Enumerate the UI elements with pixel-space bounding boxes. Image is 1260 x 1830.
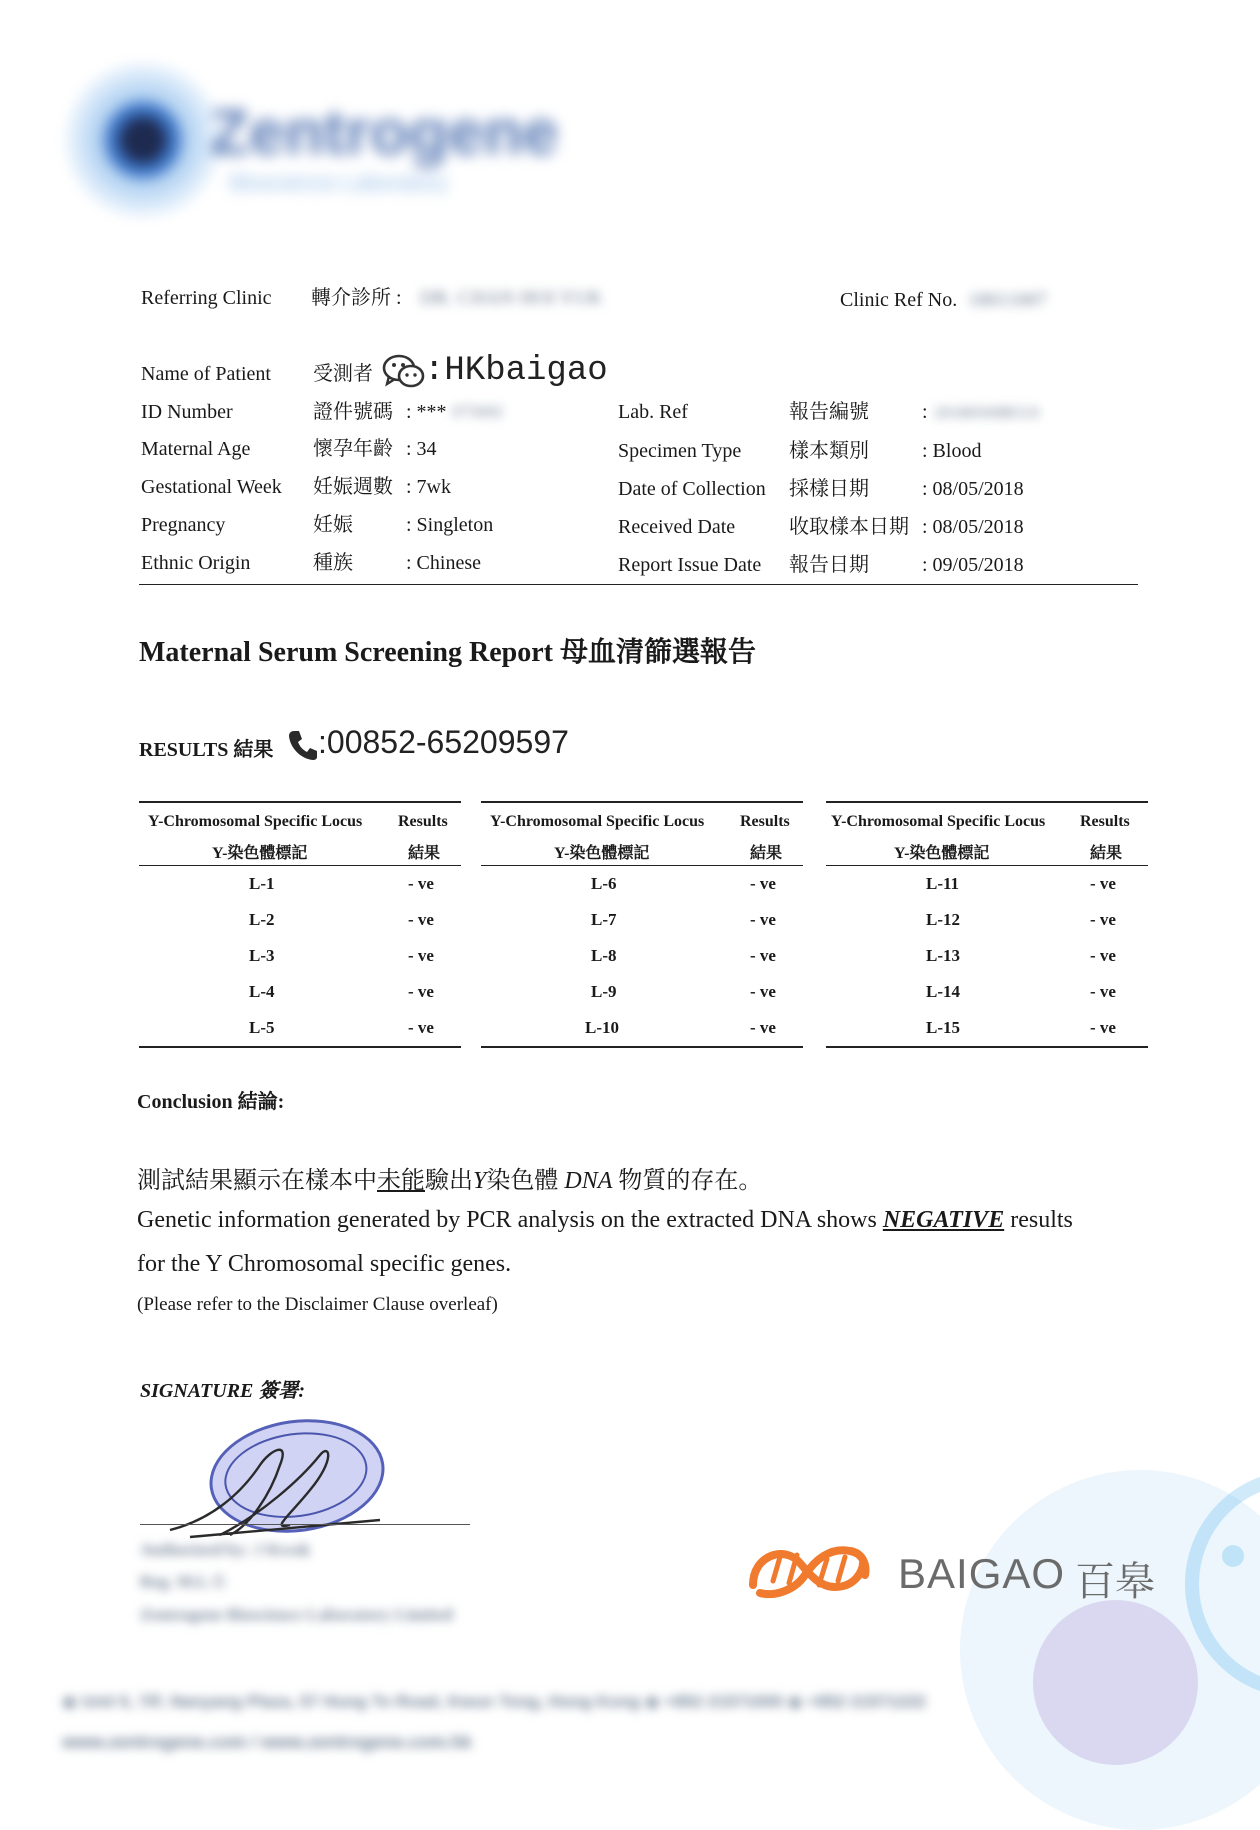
conclusion-en-line1 xyxy=(137,1207,1073,1234)
table-row xyxy=(139,974,461,1010)
results-phone: :00852-65209597 xyxy=(318,724,569,760)
col-result-header-zh: 結果 xyxy=(750,845,783,862)
result-cell: - ve xyxy=(1090,1018,1116,1037)
result-cell: - ve xyxy=(750,982,776,1001)
logo-text: Zentrogene xyxy=(210,96,559,168)
locus-cell: L-3 xyxy=(249,946,275,965)
gestational-week-value: : 7wk xyxy=(406,476,451,498)
gestational-week-label: Gestational Week xyxy=(141,476,282,498)
result-cell: - ve xyxy=(750,946,776,965)
col-locus-header: Y-Chromosomal Specific Locus xyxy=(148,813,363,830)
result-cell: - ve xyxy=(750,1018,776,1037)
specimen-type-label: Specimen Type xyxy=(618,440,742,462)
result-cell: - ve xyxy=(750,910,776,929)
company-name: Zentrogene Bioscience Laboratory Limited xyxy=(140,1605,453,1624)
location-icon: ◉ xyxy=(62,1692,77,1711)
col-result-header-zh: 結果 xyxy=(1090,845,1123,862)
brand-name: BAIGAO xyxy=(898,1550,1066,1597)
table-row xyxy=(139,1010,461,1046)
footer-fax: +852 21571222 xyxy=(807,1692,927,1711)
table-row xyxy=(481,974,803,1010)
conclusion-label: Conclusion 結論: xyxy=(137,1091,285,1113)
locus-cell: L-7 xyxy=(591,910,617,929)
clinic-ref-label: Clinic Ref No. xyxy=(840,289,958,311)
conclusion-zh-part3: 染色體 xyxy=(486,1168,559,1194)
received-date-label: Received Date xyxy=(618,516,736,538)
lab-ref-label-zh: 報告編號 xyxy=(789,401,869,423)
maternal-age-label: Maternal Age xyxy=(141,438,251,460)
result-cell: - ve xyxy=(750,874,776,893)
conclusion-zh-underline: 未能 xyxy=(377,1168,425,1194)
pregnancy-label: Pregnancy xyxy=(141,514,226,536)
col-locus-header-zh: Y-染色體標記 xyxy=(894,845,990,862)
locus-cell: L-14 xyxy=(926,982,960,1001)
gestational-week-label-zh: 妊娠週數 xyxy=(313,476,393,498)
footer-tel: +852 21571000 xyxy=(664,1692,784,1711)
conclusion-zh-dna: DNA xyxy=(564,1168,613,1194)
id-number-label: ID Number xyxy=(141,401,233,423)
results-table-2 xyxy=(481,801,803,1048)
col-locus-header: Y-Chromosomal Specific Locus xyxy=(490,813,705,830)
result-cell: - ve xyxy=(408,946,434,965)
table-row xyxy=(481,938,803,974)
result-cell: - ve xyxy=(1090,874,1116,893)
header-divider xyxy=(139,584,1138,585)
clinic-ref-value: 18011007 xyxy=(968,289,1048,311)
footer-address-text: Unit 5, 7/F, Nanyang Plaza, 57 Hung To Road, Kwun Tong, Hong Kong xyxy=(81,1692,641,1711)
registration: Reg. M.L.T. xyxy=(140,1572,228,1591)
table-row xyxy=(139,866,461,902)
lab-ref-value: 20180509B519 xyxy=(934,403,1039,422)
received-date-label-zh: 收取樣本日期 xyxy=(789,516,909,538)
signature-line xyxy=(140,1524,470,1525)
patient-name-label: Name of Patient xyxy=(141,363,271,385)
specimen-type-label-zh: 樣本類別 xyxy=(789,440,869,462)
id-number-value: : *** xyxy=(406,401,447,423)
col-locus-header-zh: Y-染色體標記 xyxy=(554,845,650,862)
conclusion-en-part2: results xyxy=(1010,1207,1073,1233)
conclusion-zh-part1: 測試結果顯示在樣本中 xyxy=(137,1168,377,1194)
id-number-hidden: 075692 xyxy=(452,402,503,421)
specimen-type-value: : Blood xyxy=(922,440,982,462)
authorized-by: Authorized by: J Kwok xyxy=(140,1540,311,1559)
table-header xyxy=(139,803,461,866)
maternal-age-label-zh: 懷孕年齡 xyxy=(313,438,393,460)
ethnic-origin-label: Ethnic Origin xyxy=(141,552,251,574)
locus-cell: L-6 xyxy=(591,874,617,893)
locus-cell: L-11 xyxy=(926,874,960,893)
collection-date-label-zh: 採樣日期 xyxy=(789,478,869,500)
lab-ref-label: Lab. Ref xyxy=(618,401,688,423)
phone-icon xyxy=(286,728,320,762)
collection-date-value: : 08/05/2018 xyxy=(922,478,1024,500)
decor-circle-purple xyxy=(1033,1600,1198,1765)
issue-date-value: : 09/05/2018 xyxy=(922,554,1024,576)
table-row xyxy=(826,866,1148,902)
results-table-1 xyxy=(139,801,461,1048)
company-logo xyxy=(60,45,559,215)
results-table-3 xyxy=(826,801,1148,1048)
col-result-header-zh: 結果 xyxy=(408,845,441,862)
col-result-header: Results xyxy=(1080,813,1130,830)
baigao-logo-icon xyxy=(745,1535,875,1605)
table-row xyxy=(481,866,803,902)
conclusion-en-part1: Genetic information generated by PCR analysis on the extracted DNA shows xyxy=(137,1207,877,1233)
table-row xyxy=(139,902,461,938)
patient-name-label-zh: 受測者 xyxy=(313,363,373,385)
locus-cell: L-12 xyxy=(926,910,960,929)
table-row xyxy=(139,938,461,974)
result-cell: - ve xyxy=(1090,946,1116,965)
conclusion-negative: NEGATIVE xyxy=(882,1207,1005,1233)
result-cell: - ve xyxy=(1090,982,1116,1001)
conclusion-zh-part2: 驗出 xyxy=(425,1168,473,1194)
collection-date-label: Date of Collection xyxy=(618,478,766,500)
footer-web: www.zentrogene.com / www.zentrogene.com.hk xyxy=(62,1732,472,1752)
locus-cell: L-9 xyxy=(591,982,617,1001)
logo-subtext: Bioscience Laboratory xyxy=(230,170,448,195)
table-header xyxy=(481,803,803,866)
decor-dot xyxy=(1222,1545,1244,1567)
disclaimer-note: (Please refer to the Disclaimer Clause overleaf) xyxy=(137,1294,498,1315)
col-locus-header: Y-Chromosomal Specific Locus xyxy=(831,813,1046,830)
conclusion-zh-y: Y xyxy=(473,1168,487,1194)
id-number-label-zh: 證件號碼 xyxy=(313,401,393,423)
result-cell: - ve xyxy=(408,982,434,1001)
issue-date-label-zh: 報告日期 xyxy=(789,554,869,576)
footer-address xyxy=(62,1692,926,1712)
table-row xyxy=(826,938,1148,974)
pregnancy-label-zh: 妊娠 xyxy=(313,514,353,536)
locus-cell: L-1 xyxy=(249,874,275,893)
signature-label: SIGNATURE 簽署: xyxy=(140,1380,306,1402)
patient-name-value: :HKbaigao xyxy=(424,352,608,390)
locus-cell: L-5 xyxy=(249,1018,275,1037)
wechat-icon xyxy=(382,354,426,390)
col-result-header: Results xyxy=(740,813,790,830)
conclusion-zh-part4: 物質的存在。 xyxy=(618,1168,763,1194)
locus-cell: L-10 xyxy=(585,1018,619,1037)
referring-clinic-label: Referring Clinic xyxy=(141,287,272,309)
pregnancy-value: : Singleton xyxy=(406,514,494,536)
handwritten-signature xyxy=(150,1425,430,1545)
table-row xyxy=(826,902,1148,938)
locus-cell: L-13 xyxy=(926,946,960,965)
report-title: Maternal Serum Screening Report 母血清篩選報告 xyxy=(139,637,756,668)
results-label: RESULTS 結果 xyxy=(139,739,274,761)
result-cell: - ve xyxy=(408,874,434,893)
result-cell: - ve xyxy=(408,1018,434,1037)
table-row xyxy=(481,1010,803,1046)
table-header xyxy=(826,803,1148,866)
lab-ref-colon: : xyxy=(922,401,928,423)
brand-name-zh: 百皋 xyxy=(1075,1560,1155,1604)
locus-cell: L-8 xyxy=(591,946,617,965)
result-cell: - ve xyxy=(408,910,434,929)
maternal-age-value: : 34 xyxy=(406,438,437,460)
phone-footer-icon: ◉ xyxy=(644,1692,660,1711)
ethnic-origin-value: : Chinese xyxy=(406,552,481,574)
referring-clinic-label-zh: 轉介診所 : xyxy=(311,287,402,309)
col-locus-header-zh: Y-染色體標記 xyxy=(212,845,308,862)
conclusion-en-line2: for the Y Chromosomal specific genes. xyxy=(137,1251,512,1277)
locus-cell: L-4 xyxy=(249,982,275,1001)
referring-clinic-value: DR. CHAN HOI YUK xyxy=(420,287,603,309)
conclusion-zh xyxy=(137,1160,762,1195)
locus-cell: L-15 xyxy=(926,1018,960,1037)
logo-mark-icon xyxy=(68,65,218,215)
fax-icon: ◉ xyxy=(787,1692,803,1711)
table-row xyxy=(481,902,803,938)
result-cell: - ve xyxy=(1090,910,1116,929)
received-date-value: : 08/05/2018 xyxy=(922,516,1024,538)
col-result-header: Results xyxy=(398,813,448,830)
locus-cell: L-2 xyxy=(249,910,275,929)
table-row xyxy=(826,1010,1148,1046)
issue-date-label: Report Issue Date xyxy=(618,554,762,576)
ethnic-origin-label-zh: 種族 xyxy=(313,552,353,574)
table-row xyxy=(826,974,1148,1010)
